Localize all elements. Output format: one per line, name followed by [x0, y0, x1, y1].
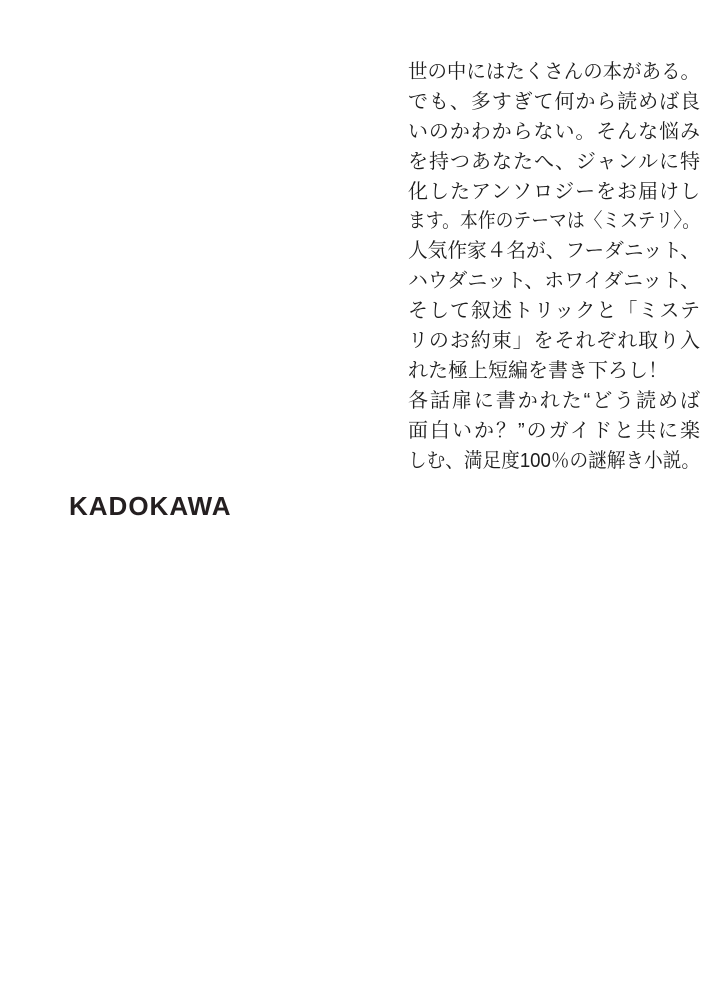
blurb-line: [408, 327, 700, 357]
blurb-line: [408, 387, 700, 417]
blurb-line: [408, 88, 700, 118]
blurb-line: [408, 267, 700, 297]
blurb-line-text: 世の中にはたくさんの本がある。: [408, 61, 700, 83]
blurb-line-text: ハウダニット、ホワイダニット、: [408, 270, 700, 293]
blurb-line-text: を持つあなたへ、ジャンルに特: [408, 150, 701, 173]
blurb-line-text: 人気作家４名が、フーダニット、: [408, 240, 700, 263]
blurb-line: [408, 417, 700, 447]
blurb-line: [408, 118, 700, 148]
blurb-line-text: 各話扉に書かれた“どう読めば: [408, 389, 702, 412]
blurb-line: [408, 297, 700, 327]
blurb-line: [408, 357, 700, 387]
blurb-line-text: れた極上短編を書き下ろし！: [408, 359, 668, 382]
blurb-line-text: でも、多すぎて何から読めば良: [408, 90, 701, 113]
blurb-line-text: しむ、満足度100％の謎解き小説。: [408, 449, 700, 472]
blurb-line: [408, 207, 700, 237]
blurb-line: [408, 447, 700, 477]
blurb-line-text: 化したアンソロジーをお届けし: [408, 180, 701, 203]
blurb-line: [408, 237, 700, 267]
book-blurb: [408, 58, 700, 476]
blurb-line-text: いのかわからない。そんな悩み: [408, 120, 701, 143]
blurb-line: [408, 148, 700, 178]
blurb-line: [408, 58, 700, 88]
blurb-line-text: ます。本作のテーマは〈ミステリ〉。: [408, 210, 700, 233]
blurb-line: [408, 178, 700, 208]
blurb-line-text: リのお約束」をそれぞれ取り入: [408, 330, 701, 353]
blurb-line-text: そして叙述トリックと「ミステ: [408, 300, 702, 323]
blurb-line-text: 面白いか？”のガイドと共に楽: [408, 419, 702, 442]
kadokawa-logo: KADOKAWA: [69, 491, 232, 521]
